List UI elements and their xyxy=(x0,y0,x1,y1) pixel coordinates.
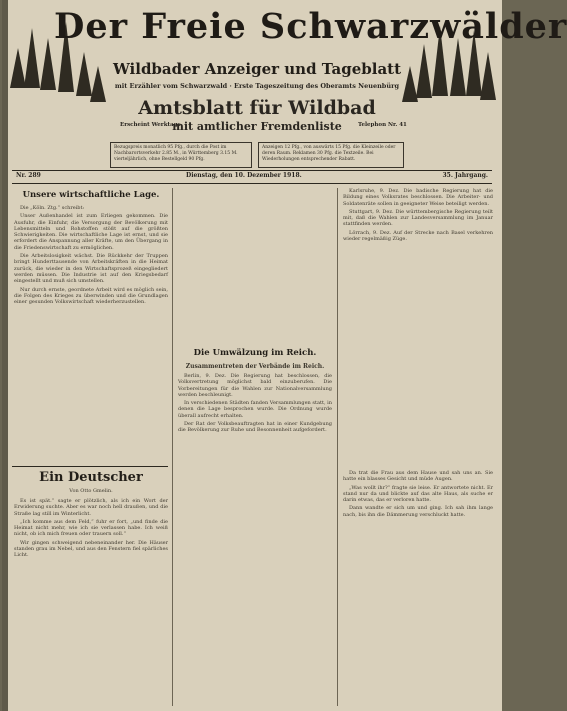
article-paragraph: In verschiedenen Städten fanden Versammlungen statt, in denen die Lage besprochen wurde. Die Ordnung wurde überall aufrecht erhalten. xyxy=(178,400,332,419)
article-paragraph: Der Rat der Volksbeauftragten hat in einer Kundgebung die Bevölkerung zur Ruhe und Besonnenheit aufgefordert. xyxy=(178,421,332,434)
masthead xyxy=(2,0,567,186)
volume-year: 35. Jahrgang. xyxy=(442,172,488,179)
fremdenliste-note: mit amtlicher Fremdenliste xyxy=(172,120,342,133)
column-divider-2 xyxy=(337,188,338,706)
news-paragraph: Lörrach, 9. Dez. Auf der Strecke nach Basel verkehren wieder regelmäßig Züge. xyxy=(343,229,493,243)
issue-number: Nr. 289 xyxy=(16,172,41,179)
newspaper-tagline: mit Erzähler vom Schwarzwald · Erste Tageszeitung des Oberamts Neuenbürg xyxy=(114,82,400,90)
feature-paragraph: „Ich komme aus dem Feld,“ fuhr er fort, „und finde die Heimat nicht mehr, wie ich sie verlassen habe. Ich weiß nicht, ob ich mich freuen oder trauern soll.“ xyxy=(14,518,168,538)
news-paragraph: Stuttgart, 9. Dez. Die württembergische Regierung teilt mit, daß die Wahlen zur Landesversammlung im Januar stattfinden werden. xyxy=(343,208,493,228)
newspaper-subtitle: Wildbader Anzeiger und Tageblatt xyxy=(112,60,402,78)
masthead-rule-bottom xyxy=(12,183,492,184)
article-subheadline: Zusammentreten der Verbände im Reich. xyxy=(185,363,325,370)
feature-story xyxy=(14,498,168,706)
telephone-number: Telephon Nr. 41 xyxy=(358,122,407,128)
publication-schedule: Erscheint Werktags xyxy=(120,122,181,128)
feature-title: Ein Deutscher xyxy=(39,470,143,485)
column-divider-1 xyxy=(172,188,173,706)
feature-divider xyxy=(12,466,168,467)
feature-story-continued xyxy=(343,470,493,706)
feature-byline: Von Otto Gmelin. xyxy=(69,488,113,494)
article-headline: Die Umwälzung im Reich. xyxy=(193,348,317,358)
feature-paragraph: Dann wandte er sich um und ging. Ich sah ihm lange nach, bis ihn die Dämmerung verschluckt hatte. xyxy=(343,505,493,518)
advertising-price-box: Anzeigen 12 Pfg., von auswärts 15 Pfg. die Kleinzeile oder deren Raum. Reklamen 30 Pfg. die Textzeile. Bei Wiederholungen entsprechender Rabatt. xyxy=(258,142,404,168)
masthead-rule-top xyxy=(12,170,492,171)
feature-paragraph: Wir gingen schweigend nebeneinander her. Die Häuser standen grau im Nebel, und aus den Fenstern fiel spärliches Licht. xyxy=(14,539,168,559)
news-paragraph: Karlsruhe, 9. Dez. Die badische Regierung hat die Bildung eines Volksrates beschlossen. Die Arbeiter- und Soldatenräte sollen in geeigneter Weise beteiligt werden. xyxy=(343,188,493,207)
article-paragraph: Nur durch ernste, geordnete Arbeit wird es möglich sein, die Folgen des Krieges zu überwinden und die Grundlagen einer gesunden Volkswirtschaft wiederherzustellen. xyxy=(14,286,168,306)
article-paragraph: Unser Außenhandel ist zum Erliegen gekommen. Die Ausfuhr, die Einfuhr, die Versorgung der Bevölkerung mit Lebensmitteln und Rohstoffen stößt auf die größten Schwierigkeiten. Die wirtschaftliche Lage ist ernst, und sie erfordert die Anspannung aller Kräfte, um den Übergang in die Friedenswirtschaft zu ermöglichen. xyxy=(14,213,168,251)
dateline xyxy=(16,172,488,182)
article-source: Die „Köln. Ztg.“ schreibt: xyxy=(20,205,85,211)
article-paragraph: Die Arbeitslosigkeit wächst. Die Rückkehr der Truppen bringt Hunderttausende von Arbeitskräften in die Heimat zurück, die wieder in den Wirtschaftsprozeß eingegliedert werden müssen. Die Industrie ist auf den Kriegsbedarf eingestellt und muß sich umstellen. xyxy=(14,253,168,285)
subscription-price-box: Bezugspreis monatlich 95 Pfg., durch die Post im Nachbarortsverkehr 2.85 M., in Württemberg 3.15 M. vierteljährlich, ohne Bestellgeld 90 Pfg. xyxy=(110,142,252,168)
feature-paragraph: Da trat die Frau aus dem Hause und sah uns an. Sie hatte ein blasses Gesicht und müde Augen. xyxy=(343,470,493,483)
article-wirtschaftliche-lage xyxy=(14,188,168,464)
newspaper-page xyxy=(2,0,567,711)
article-news-briefs xyxy=(343,188,493,468)
article-headline: Unsere wirtschaftliche Lage. xyxy=(22,190,160,200)
page-binding-edge xyxy=(2,0,8,711)
issue-date: Dienstag, den 10. Dezember 1918. xyxy=(186,172,302,179)
article-paragraph: Berlin, 9. Dez. Die Regierung hat beschlossen, die Volksvertretung möglichst bald einzuberufen. Die Vorbereitungen für die Wahlen zur Nationalversammlung werden beschleunigt. xyxy=(178,373,332,398)
feature-paragraph: Es ist spät.“ sagte er plötzlich, als ich ein Wort der Erwiderung suchte. Aber es war noch hell draußen, und die Straße lag still im Winterlicht. xyxy=(14,498,168,517)
feature-paragraph: „Was wollt ihr?“ fragte sie leise. Er antwortete nicht. Er stand nur da und blickte auf das alte Haus, als suche er darin etwas, das er verloren hatte. xyxy=(343,484,493,504)
amtsblatt-title: Amtsblatt für Wildbad xyxy=(138,97,376,119)
newspaper-title: Der Freie Schwarzwälder xyxy=(54,6,567,47)
article-umwaelzung xyxy=(178,188,332,706)
